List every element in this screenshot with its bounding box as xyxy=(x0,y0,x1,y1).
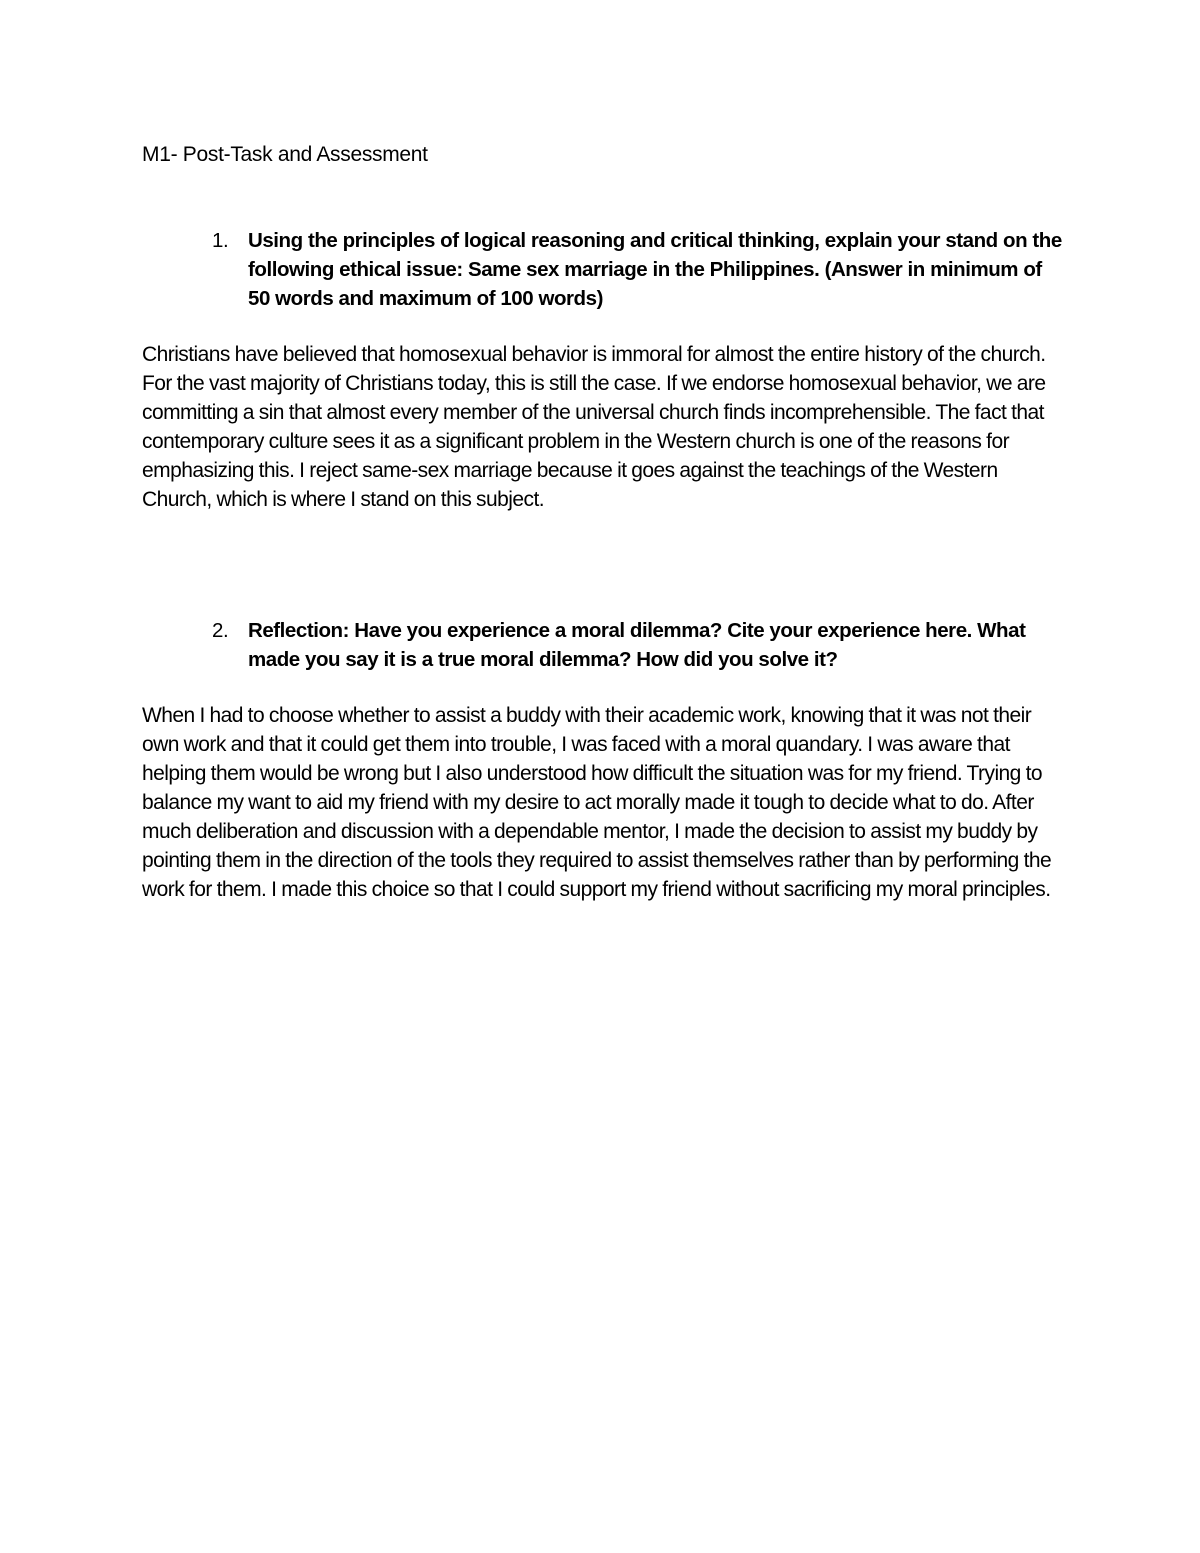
question-number: 1. xyxy=(212,229,229,252)
question-prompt: Reflection: Have you experience a moral dilemma? Cite your experience here. What made you say it is a true moral dilemma? How did you solve it? xyxy=(248,619,1026,671)
answer-paragraph: When I had to choose whether to assist a buddy with their academic work, knowing that it was not their own work and that it could get them into trouble, I was faced with a moral quandary. I was aware that helping them would be wrong but I also understood how difficult the situation was for my friend. Trying to balance my want to aid my friend with my desire to act morally made it tough to decide what to do. After much deliberation and discussion with a dependable mentor, I made the decision to assist my buddy by pointing them in the direction of the tools they required to assist themselves rather than by performing the work for them. I made this choice so that I could support my friend without sacrificing my moral principles. xyxy=(142,704,1052,901)
document-title: M1- Post-Task and Assessment xyxy=(142,143,428,166)
question-prompt: Using the principles of logical reasoning and critical thinking, explain your stand on the following ethical issue: Same sex marriage in the Philippines. (Answer in minimum of 50 words and maximum of 100 words) xyxy=(248,229,1062,310)
answer-paragraph: Christians have believed that homosexual behavior is immoral for almost the entire history of the church. For the vast majority of Christians today, this is still the case. If we endorse homosexual behavior, we are committing a sin that almost every member of the universal church finds incomprehensible. The fact that contemporary culture sees it as a significant problem in the Western church is one of the reasons for emphasizing this. I reject same-sex marriage because it goes against the teachings of the Western Church, which is where I stand on this subject. xyxy=(142,343,1046,511)
question-2 xyxy=(212,616,1062,674)
question-1 xyxy=(212,226,1062,313)
question-number: 2. xyxy=(212,619,229,642)
